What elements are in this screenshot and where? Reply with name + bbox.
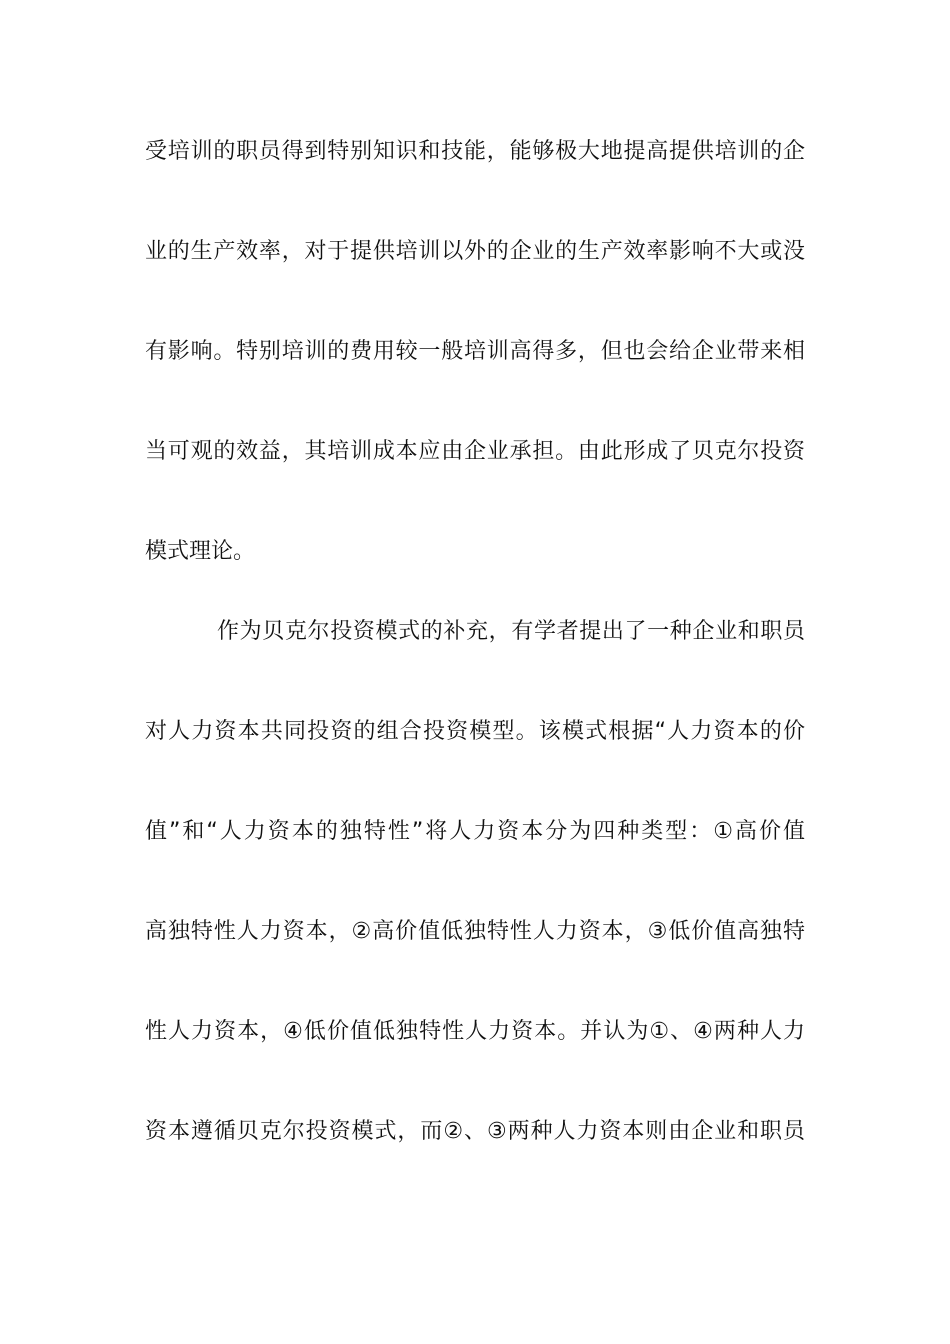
text-line: 业的生产效率，对于提供培训以外的企业的生产效率影响不大或没 — [145, 239, 805, 264]
text-line: 性人力资本，④低价值低独特性人力资本。并认为①、④两种人力 — [145, 1019, 805, 1044]
text-line: 有影响。特别培训的费用较一般培训高得多，但也会给企业带来相 — [145, 339, 805, 364]
text-line: 资本遵循贝克尔投资模式，而②、③两种人力资本则由企业和职员 — [145, 1119, 805, 1144]
text-line: 模式理论。 — [145, 539, 256, 564]
text-line: 对人力资本共同投资的组合投资模型。该模式根据“人力资本的价 — [145, 719, 805, 744]
text-line: 受培训的职员得到特别知识和技能，能够极大地提高提供培训的企 — [145, 139, 805, 164]
paragraph-first-line: 作为贝克尔投资模式的补充，有学者提出了一种企业和职员 — [217, 619, 805, 644]
text-line: 值”和“人力资本的独特性”将人力资本分为四种类型：①高价值 — [145, 819, 805, 844]
text-line: 高独特性人力资本，②高价值低独特性人力资本，③低价值高独特 — [145, 919, 805, 944]
text-line: 当可观的效益，其培训成本应由企业承担。由此形成了贝克尔投资 — [145, 439, 805, 464]
